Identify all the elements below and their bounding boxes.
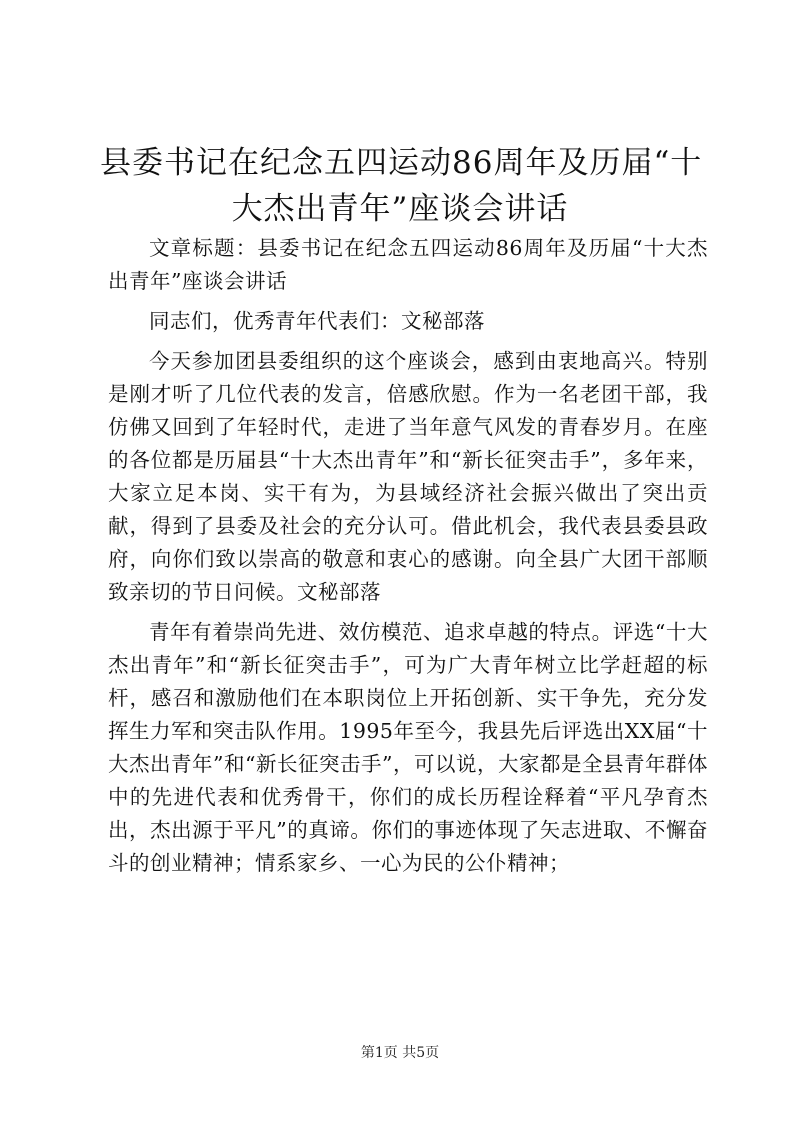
title-line-2: 大杰出青年”座谈会讲话 (231, 191, 569, 227)
page-number-footer: 第1页 共5页 (360, 1045, 440, 1061)
article-title-paragraph: 文章标题：县委书记在纪念五四运动86周年及历届“十大杰出青年”座谈会讲话 (108, 236, 708, 293)
document-body (108, 232, 708, 887)
body-paragraph: 青年有着崇尚先进、效仿模范、追求卓越的特点。评选“十大杰出青年”和“新长征突击手”，可为广大青年树立比学赶超的标杆，感召和激励他们在本职岗位上开拓创新、实干争先，充分发挥生力军和突击队作用。1995年至今，我县先后评选出XX届“十大杰出青年”和“新长征突击手”，可以说，大家都是全县青年群体中的先进代表和优秀骨干，你们的成长历程诠释着“平凡孕育杰出，杰出源于平凡”的真谛。你们的事迹体现了矢志进取、不懈奋斗的创业精神；情系家乡、一心为民的公仆精神； (108, 620, 708, 875)
title-line-1: 县委书记在纪念五四运动86周年及历届“十 (100, 145, 703, 181)
document-title (100, 140, 703, 232)
body-paragraph: 今天参加团县委组织的这个座谈会，感到由衷地高兴。特别是刚才听了几位代表的发言，倍感欣慰。作为一名老团干部，我仿佛又回到了年轻时代，走进了当年意气风发的青春岁月。在座的各位都是历届县“十大杰出青年”和“新长征突击手”，多年来，大家立足本岗、实干有为，为县域经济社会振兴做出了突出贡献，得到了县委及社会的充分认可。借此机会，我代表县委县政府，向你们致以崇高的敬意和衷心的感谢。向全县广大团干部顺致亲切的节日问候。文秘部落 (108, 349, 708, 604)
salutation-paragraph: 同志们，优秀青年代表们：文秘部落 (149, 309, 485, 333)
